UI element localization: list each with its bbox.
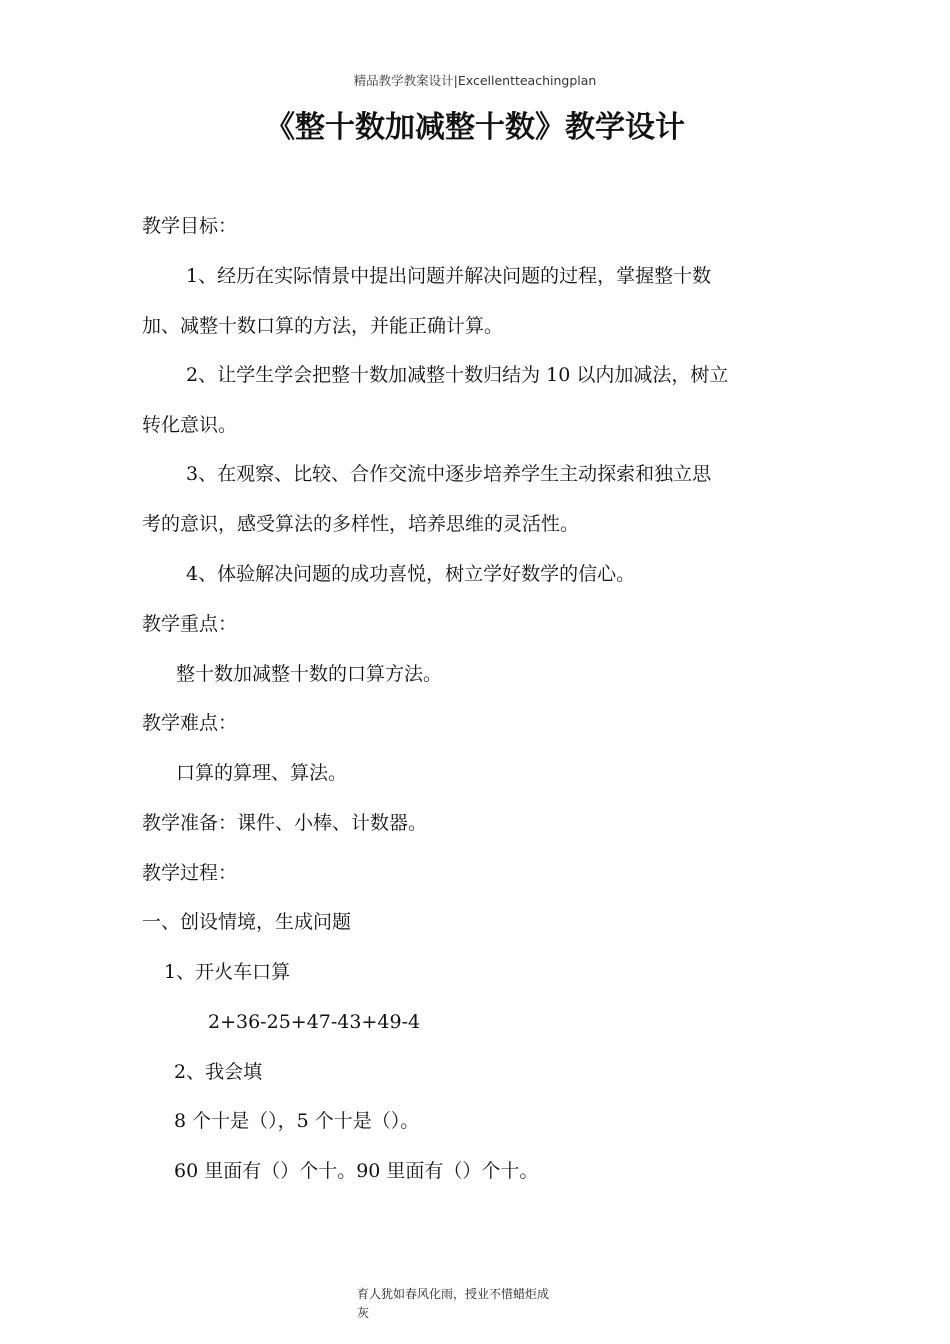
goal-3-line-1: 3、在观察、比较、合作交流中逐步培养学生主动探索和独立思 (186, 463, 712, 485)
goal-1-line-2: 加、减整十数口算的方法，并能正确计算。 (142, 315, 504, 337)
keypoint-heading: 教学重点： (142, 613, 238, 635)
document-title: 《整十数加减整十数》教学设计 (265, 110, 685, 145)
page-header: 精品教学教案设计|Excellentteachingplan (353, 73, 597, 88)
goal-1-line-1: 1、经历在实际情景中提出问题并解决问题的过程，掌握整十数 (186, 265, 712, 287)
goal-2-line-1: 2、让学生学会把整十数加减整十数归结为 10 以内加减法，树立 (186, 364, 729, 386)
difficulty-text: 口算的算理、算法。 (176, 762, 348, 784)
goals-heading: 教学目标： (142, 215, 238, 237)
goal-4: 4、体验解决问题的成功喜悦，树立学好数学的信心。 (186, 563, 636, 585)
goal-3-line-2: 考的意识，感受算法的多样性，培养思维的灵活性。 (142, 513, 580, 535)
fill-line-2: 60 里面有（）个十。90 里面有（）个十。 (174, 1160, 539, 1182)
goal-2-line-2: 转化意识。 (142, 414, 238, 436)
step-1-content: 2+36-25+47-43+49-4 (208, 1011, 421, 1033)
footer-line-1: 育人犹如春风化雨，授业不惜蜡炬成 (357, 1287, 550, 1301)
difficulty-heading: 教学难点： (142, 712, 238, 734)
footer-line-2: 灰 (357, 1306, 370, 1320)
step-2-label: 2、我会填 (174, 1061, 263, 1083)
fill-line-1: 8 个十是（），5 个十是（）。 (174, 1110, 420, 1132)
process-heading: 教学过程： (142, 862, 238, 884)
section-1-heading: 一、创设情境，生成问题 (142, 911, 352, 933)
step-1-label: 1、开火车口算 (164, 961, 291, 983)
preparation-text: 教学准备：课件、小棒、计数器。 (142, 812, 428, 834)
page-footer (357, 1285, 597, 1323)
keypoint-text: 整十数加减整十数的口算方法。 (176, 663, 443, 685)
